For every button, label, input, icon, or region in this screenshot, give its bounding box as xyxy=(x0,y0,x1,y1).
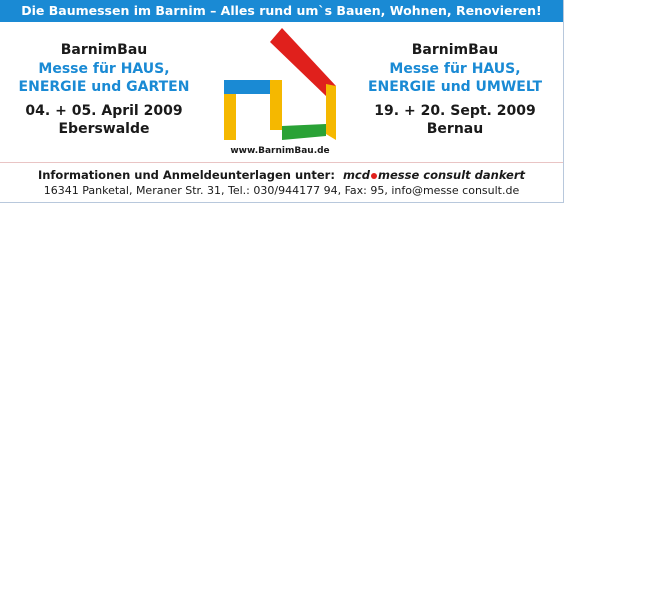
logo-inner-post xyxy=(270,80,282,130)
right-event-fair-line1: Messe für HAUS, xyxy=(389,61,521,77)
brand-dot-icon xyxy=(371,173,377,179)
right-event-date: 19. + 20. Sept. 2009 xyxy=(374,103,536,119)
advertisement xyxy=(0,0,564,203)
website-url[interactable]: www.BarnimBau.de xyxy=(230,146,330,156)
brand-suffix: messe consult dankert xyxy=(377,168,526,182)
info-label: Informationen und Anmeldeunterlagen unter: xyxy=(37,168,335,182)
brand-name xyxy=(343,168,525,182)
left-event-fair-line2: ENERGIE und GARTEN xyxy=(18,79,190,95)
right-event-fair-line2: ENERGIE und UMWELT xyxy=(367,79,543,95)
barnimbau-house-logo-icon xyxy=(222,28,342,146)
left-event-fair-line1: Messe für HAUS, xyxy=(38,61,170,77)
top-banner: Die Baumessen im Barnim – Alles rund um`s Bauen, Wohnen, Renovieren! xyxy=(0,0,563,22)
right-event-place: Bernau xyxy=(426,121,484,137)
logo-top-left xyxy=(224,80,270,94)
divider xyxy=(0,162,563,163)
right-event xyxy=(355,40,555,138)
logo-right-wall xyxy=(326,84,336,140)
logo-left-wall xyxy=(224,94,236,140)
info-line xyxy=(0,167,563,183)
address-line: 16341 Panketal, Meraner Str. 31, Tel.: 030/944177 94, Fax: 95, info@messe consult.de xyxy=(43,184,520,197)
left-event-date: 04. + 05. April 2009 xyxy=(25,103,183,119)
left-event-place: Eberswalde xyxy=(58,121,150,137)
brand-prefix: mcd xyxy=(342,168,370,182)
left-event xyxy=(4,40,204,138)
right-event-name: BarnimBau xyxy=(411,42,499,58)
left-event-name: BarnimBau xyxy=(60,42,148,58)
logo-floor xyxy=(282,124,326,140)
